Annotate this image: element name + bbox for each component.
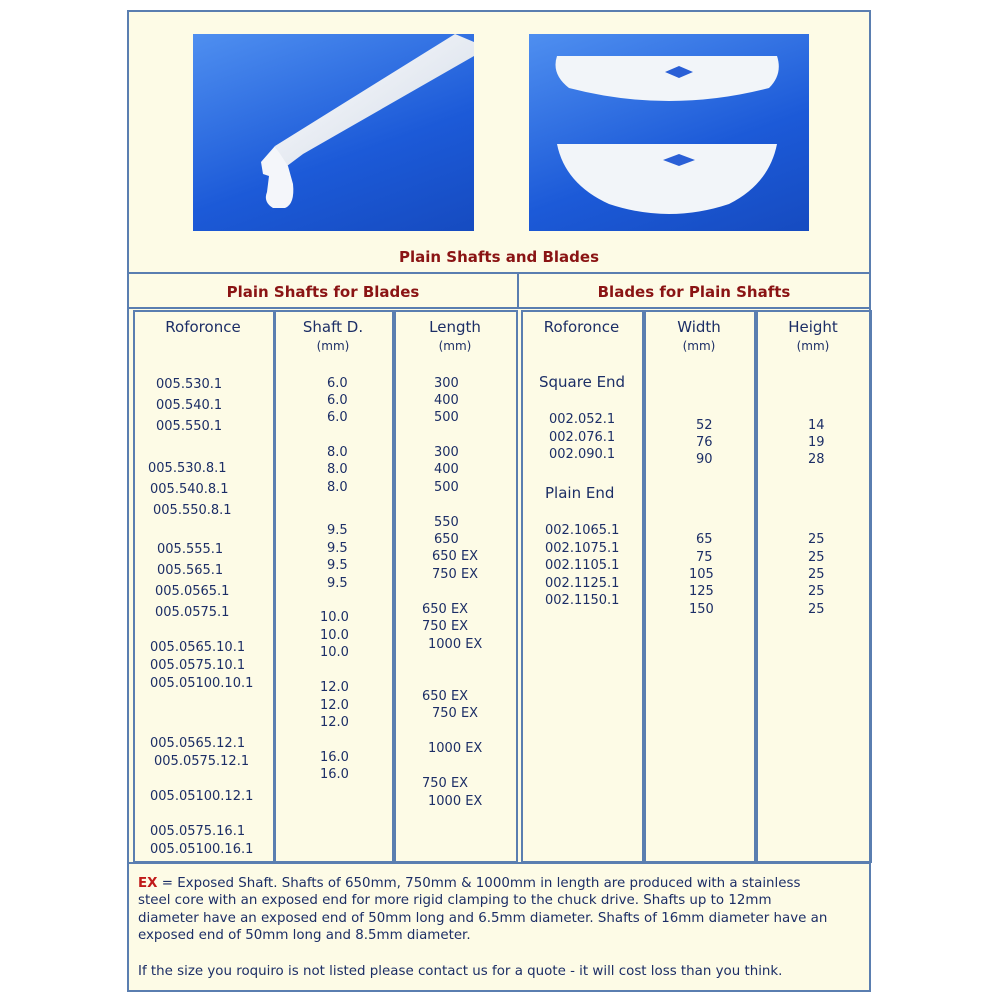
- shaft-reference: 005.540.1: [156, 398, 223, 413]
- shaft-diameter: 10.0: [320, 645, 349, 660]
- blades-photo: [529, 34, 809, 231]
- shaft-reference: 005.530.1: [156, 377, 223, 392]
- shaft-length: 500: [434, 410, 459, 425]
- blade-reference: 002.1075.1: [545, 541, 620, 556]
- blade-height: 19: [808, 435, 825, 450]
- shaft-diameter-unit: (mm): [316, 339, 350, 353]
- blade-width: 76: [696, 435, 713, 450]
- blade-height: 25: [808, 602, 825, 617]
- blade-width: 75: [696, 550, 713, 565]
- blades-illustration: [529, 34, 809, 231]
- shaft-length: 750 EX: [422, 619, 469, 634]
- shaft-reference: 005.555.1: [157, 542, 224, 557]
- shaft-reference: 005.0575.12.1: [154, 754, 250, 769]
- shaft-length: 1000 EX: [428, 637, 483, 652]
- shaft-diameter: 10.0: [320, 628, 349, 643]
- ex-note-text: = Exposed Shaft. Shafts of 650mm, 750mm & 1000mm in length are produced with a stainless: [157, 876, 801, 891]
- blade-reference: 002.052.1: [549, 412, 616, 427]
- blade-height: 25: [808, 584, 825, 599]
- shaft-length: 650 EX: [422, 602, 469, 617]
- shaft-length: 750 EX: [432, 706, 479, 721]
- shaft-reference: 005.530.8.1: [148, 461, 227, 476]
- shaft-length: 400: [434, 393, 459, 408]
- blade-width: 65: [696, 532, 713, 547]
- divider: [129, 272, 869, 274]
- ex-note-line: steel core with an exposed end for more rigid clamping to the chuck drive. Shafts up to 12mm: [138, 893, 772, 908]
- blade-reference: 002.1105.1: [545, 558, 620, 573]
- product-sheet: [127, 10, 871, 992]
- shaft-diameter: 8.0: [327, 462, 348, 477]
- ex-note-line: diameter have an exposed end of 50mm long and 6.5mm diameter. Shafts of 16mm diameter have an: [138, 911, 828, 926]
- blade-width-unit: (mm): [682, 339, 716, 353]
- shaft-reference: 005.05100.10.1: [150, 676, 254, 691]
- shaft-reference: 005.0575.10.1: [150, 658, 246, 673]
- blade-reference: 002.1125.1: [545, 576, 620, 591]
- shaft-diameter: 9.5: [327, 541, 348, 556]
- shaft-reference: 005.05100.12.1: [150, 789, 254, 804]
- shaft-length: 400: [434, 462, 459, 477]
- shaft-diameter: 8.0: [327, 480, 348, 495]
- blade-height: 25: [808, 532, 825, 547]
- shaft-diameter: 9.5: [327, 558, 348, 573]
- shaft-diameter-header: Shaft D.: [302, 318, 364, 336]
- plain-end-label: Plain End: [545, 484, 615, 502]
- shaft-reference: 005.0575.16.1: [150, 824, 246, 839]
- square-end-label: Square End: [539, 373, 626, 391]
- shaft-illustration: [193, 34, 474, 231]
- blade-height: 14: [808, 418, 825, 433]
- shaft-reference: 005.0565.10.1: [150, 640, 246, 655]
- shaft-length: 300: [434, 445, 459, 460]
- shaft-length-unit: (mm): [438, 339, 472, 353]
- shaft-length: 750 EX: [422, 776, 469, 791]
- shaft-reference: 005.550.1: [156, 419, 223, 434]
- shaft-reference: 005.0575.1: [155, 605, 230, 620]
- blade-width: 105: [689, 567, 714, 582]
- shaft-reference-header: Roforonce: [165, 318, 241, 336]
- blade-width: 150: [689, 602, 714, 617]
- shaft-reference: 005.565.1: [157, 563, 224, 578]
- blade-reference: 002.090.1: [549, 447, 616, 462]
- shaft-diameter: 16.0: [320, 767, 349, 782]
- page-title: Plain Shafts and Blades: [398, 248, 600, 266]
- ex-label: EX: [138, 876, 158, 891]
- shaft-reference: 005.540.8.1: [150, 482, 229, 497]
- shaft-length: 1000 EX: [428, 741, 483, 756]
- blade-width: 125: [689, 584, 714, 599]
- shaft-diameter: 6.0: [327, 393, 348, 408]
- blade-reference: 002.1065.1: [545, 523, 620, 538]
- blades-section-title: Blades for Plain Shafts: [597, 283, 791, 301]
- shaft-reference: 005.05100.16.1: [150, 842, 254, 857]
- shaft-length: 500: [434, 480, 459, 495]
- shaft-length: 650 EX: [422, 689, 469, 704]
- divider: [129, 307, 869, 309]
- contact-note: If the size you roquiro is not listed please contact us for a quote - it will cost loss than you think.: [138, 964, 783, 979]
- ex-note-line: exposed end of 50mm long and 8.5mm diameter.: [138, 928, 471, 943]
- shaft-reference: 005.0565.1: [155, 584, 230, 599]
- shaft-diameter: 8.0: [327, 445, 348, 460]
- shaft-length: 300: [434, 376, 459, 391]
- shaft-length: 1000 EX: [428, 794, 483, 809]
- shaft-length: 750 EX: [432, 567, 479, 582]
- shaft-photo: [193, 34, 474, 231]
- shafts-section-title: Plain Shafts for Blades: [226, 283, 420, 301]
- blade-width-header: Width: [677, 318, 721, 336]
- ex-note-line: [138, 875, 800, 893]
- blade-reference-header: Roforonce: [543, 318, 620, 336]
- shaft-diameter: 6.0: [327, 376, 348, 391]
- shaft-diameter: 12.0: [320, 698, 349, 713]
- blade-width: 90: [696, 452, 713, 467]
- shaft-reference: 005.550.8.1: [153, 503, 232, 518]
- blade-height: 25: [808, 567, 825, 582]
- shaft-length-header: Length: [429, 318, 481, 336]
- blade-width: 52: [696, 418, 713, 433]
- shaft-length: 550: [434, 515, 459, 530]
- blade-height-unit: (mm): [796, 339, 830, 353]
- shaft-length: 650: [434, 532, 459, 547]
- blade-reference: 002.1150.1: [545, 593, 620, 608]
- blade-reference: 002.076.1: [549, 430, 616, 445]
- shaft-diameter: 6.0: [327, 410, 348, 425]
- shaft-reference: 005.0565.12.1: [150, 736, 246, 751]
- blade-height: 28: [808, 452, 825, 467]
- shaft-diameter: 9.5: [327, 523, 348, 538]
- shaft-diameter: 16.0: [320, 750, 349, 765]
- shaft-diameter: 12.0: [320, 680, 349, 695]
- blade-height: 25: [808, 550, 825, 565]
- blade-height-header: Height: [788, 318, 838, 336]
- shaft-diameter: 12.0: [320, 715, 349, 730]
- shaft-diameter: 10.0: [320, 610, 349, 625]
- shaft-diameter: 9.5: [327, 576, 348, 591]
- shaft-length: 650 EX: [432, 549, 479, 564]
